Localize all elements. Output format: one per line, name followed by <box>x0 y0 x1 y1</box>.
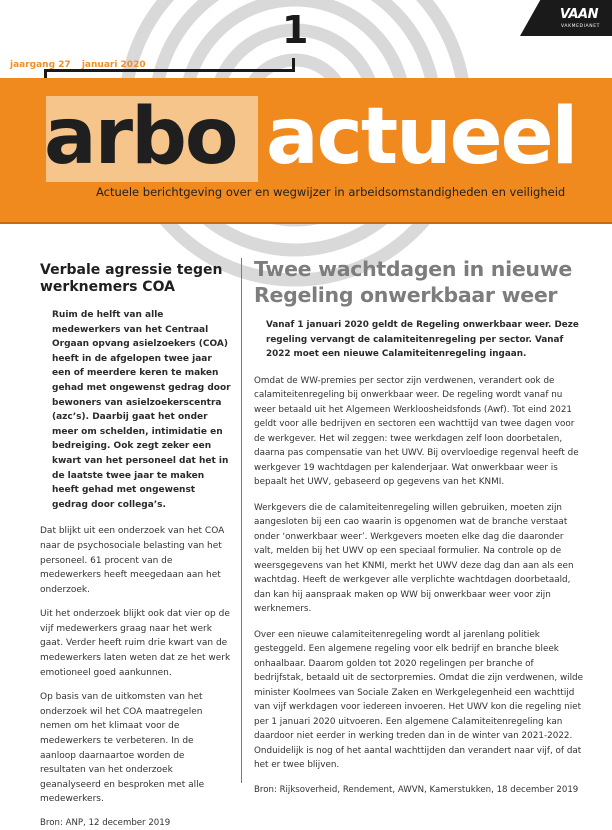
right-article-lead: Vanaf 1 januari 2020 geldt de Regeling onwerkbaar weer. Deze regeling vervangt de calamiteitenregeling per sector. Vanaf 2022 moet een nieuwe Calamiteitenregeling ingaan. <box>266 320 579 359</box>
date-label: januari 2020 <box>81 60 146 70</box>
column-divider <box>241 258 242 783</box>
paragraph: Werkgevers die de calamiteitenregeling willen gebruiken, moeten zijn aangesloten bij een cao waarin is opgenomen wat de branche verstaat onder ‘onwerkbaar weer’. Werkgevers moeten elke dag die daaronder valt, melden bij het UWV op een speciaal formulier. Na controle op de weersgegevens van het KNMI, merkt het UWV deze dag dan aan als een wachtdag. Heeft de werkgever alle verplichte wachtdagen doorbetaald, dan kan hij aanspraak maken op WW bij onwerkbaar weer voor zijn werknemers. <box>254 502 574 614</box>
paragraph: Over een nieuwe calamiteitenregeling wordt al jarenlang politiek gesteggeld. Een algemene regeling voor elk bedrijf en branche bleek onhaalbaar. Daarom golden tot 2020 regelingen per branche of bedrijfstak, betaald uit de sectorpremies. Omdat die zijn verdwenen, wilde minister Koolmees van Sociale Zaken en Werkgelegenheid een wachttijd van vijf werkdagen voor iedereen invoeren. Het UWV kon die regeling niet per 1 januari 2020 uitvoeren. Een algemene Calamiteitenregeling kan daardoor niet eerder in werking treden dan in de winter van 2021-2022. Onduidelijk is nog of het aantal wachttijden dan verandert naar vijf, of dat het er twee blijven. <box>254 629 584 770</box>
title-arbo: arbo <box>44 92 237 182</box>
right-article-source: Bron: Rijksoverheid, Rendement, AWVN, Kamerstukken, 18 december 2019 <box>254 784 579 795</box>
masthead <box>0 0 612 232</box>
paragraph: Op basis van de uitkomsten van het onderzoek wil het COA maatregelen nemen om het klimaat voor de medewerkers te verbeteren. In de aanloop daarnaartoe worden de resultaten van het onderzoek geanalyseerd en besproken met alle medewerkers. <box>40 692 205 805</box>
issue-meta <box>10 60 154 70</box>
paragraph: Uit het onderzoek blijkt ook dat vier op de vijf medewerkers graag naar het werk gaat. Verder heeft ruim drie kwart van de medewerkers laten weten dat ze het werk emotioneel goed aankunnen. <box>40 609 231 678</box>
title-actueel: actueel <box>266 92 577 182</box>
left-article-title: Verbale agressie tegen werknemers COA <box>40 262 223 295</box>
volume-label: jaargang 27 <box>10 60 71 70</box>
tagline: Actuele berichtgeving over en wegwijzer in arbeidsomstandigheden en veiligheid <box>96 185 566 199</box>
left-article <box>40 262 232 830</box>
right-article <box>254 256 584 797</box>
publisher-logo-sub: VAKMEDIANET <box>561 24 600 29</box>
left-article-source: Bron: ANP, 12 december 2019 <box>40 818 171 828</box>
left-article-lead: Ruim de helft van alle medewerkers van het Centraal Orgaan opvang asielzoekers (COA) heeft in de afgelopen twee jaar een of meerdere keren te maken gehad met ongewenst gedrag door bewoners van asielzoekerscentra (azc’s). Daarbij gaat het onder meer om schelden, intimidatie en bedreiging. Ook zegt zeker een kwart van het personeel dat het in de laatste twee jaar te maken heeft gehad met ongewenst gedrag door collega’s. <box>52 310 231 510</box>
left-article-body <box>40 524 232 807</box>
right-article-title: Twee wachtdagen in nieuwe Regeling onwerkbaar weer <box>254 257 572 307</box>
right-article-body <box>254 374 584 773</box>
issue-number: 1 <box>282 8 309 52</box>
paragraph: Omdat de WW-premies per sector zijn verdwenen, verandert ook de calamiteitenregeling bij onwerkbaar weer. De regeling wordt vanaf nu weer betaald uit het Algemeen Werkloosheidsfonds (Awf). Tot eind 2021 geldt voor alle bedrijven en sectoren een wachttijd van twee dagen voor de werkgever. Het wil zeggen: twee werkdagen zelf loon doorbetalen, daarna pas compensatie van het UWV. Bij overvloedige regenval heeft de werkgever 19 wachtdagen per kalenderjaar. Wat onwerkbaar weer is bepaalt het UWV, gebaseerd op gegevens van het KNMI. <box>254 375 579 487</box>
paragraph: Dat blijkt uit een onderzoek van het COA naar de psychosociale belasting van het personeel. 61 procent van de medewerkers heeft meegedaan aan het onderzoek. <box>40 526 225 595</box>
publisher-logo: VAAN <box>559 7 598 22</box>
title-band-underline <box>0 222 612 224</box>
